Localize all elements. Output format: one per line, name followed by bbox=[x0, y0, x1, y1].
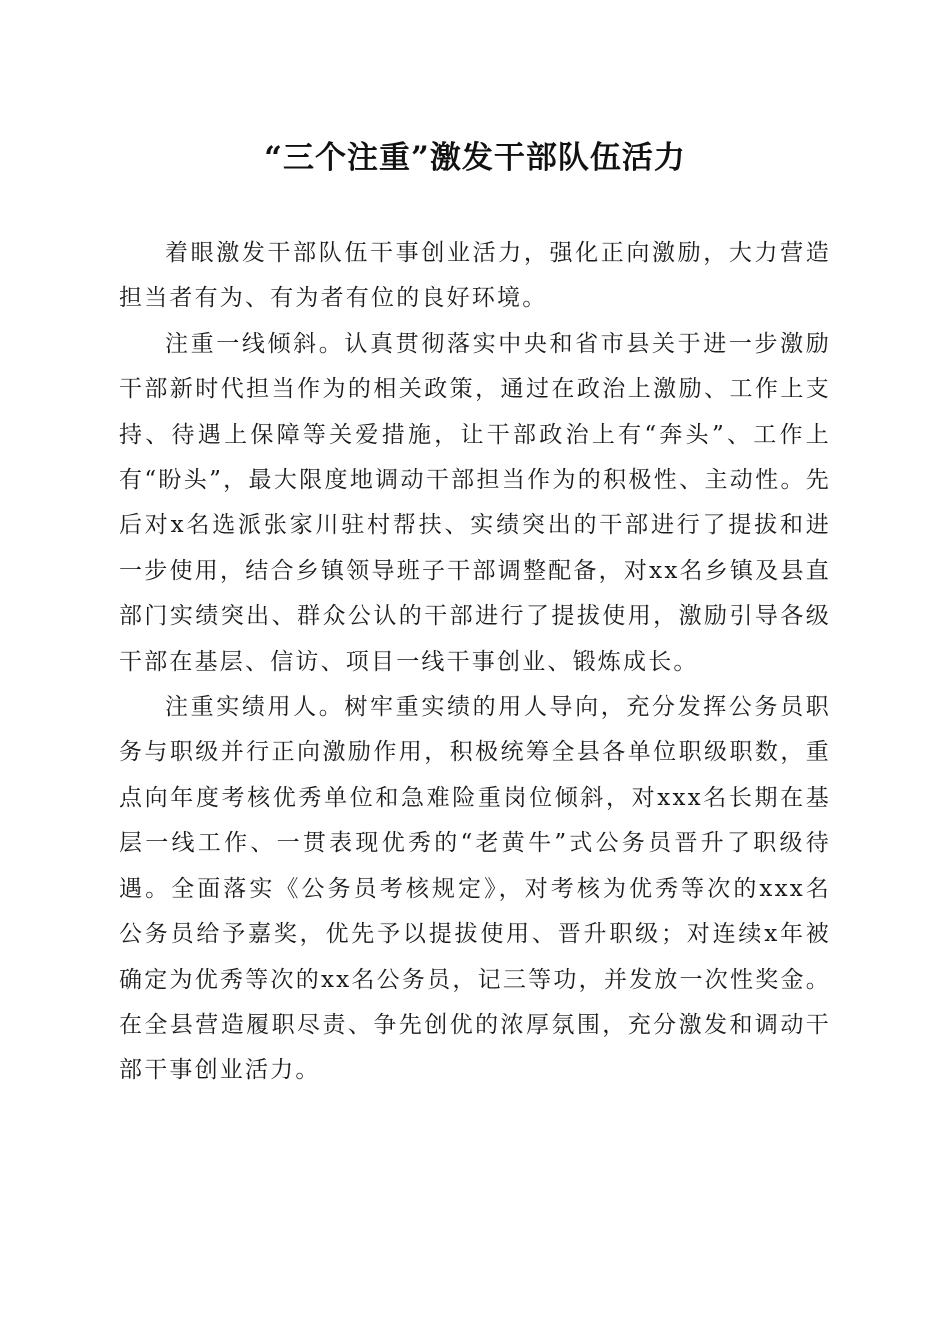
page-title: “三个注重”激发干部队伍活力 bbox=[264, 140, 686, 176]
paragraph-intro: 着眼激发干部队伍干事创业活力，强化正向激励，大力营造担当者有为、有为者有位的良好环境。 bbox=[119, 240, 831, 312]
document-body bbox=[119, 231, 831, 1094]
paragraph-performance: 注重实绩用人。树牢重实绩的用人导向，充分发挥公务员职务与职级并行正向激励作用，积极统筹全县各单位职级职数，重点向年度考核优秀单位和急难险重岗位倾斜，对xxx名长期在基层一线工作、一贯表现优秀的“老黄牛”式公务员晋升了职级待遇。全面落实《公务员考核规定》，对考核为优秀等次的xxx名公务员给予嘉奖，优先予以提拔使用、晋升职级；对连续x年被确定为优秀等次的xx名公务员，记三等功，并发放一次性奖金。在全县营造履职尽责、争先创优的浓厚氛围，充分激发和调动干部干事创业活力。 bbox=[119, 694, 831, 1084]
paragraph-frontline: 注重一线倾斜。认真贯彻落实中央和省市县关于进一步激励干部新时代担当作为的相关政策，通过在政治上激励、工作上支持、待遇上保障等关爱措施，让干部政治上有“奔头”、工作上有“盼头”，最大限度地调动干部担当作为的积极性、主动性。先后对x名选派张家川驻村帮扶、实绩突出的干部进行了提拔和进一步使用，结合乡镇领导班子干部调整配备，对xx名乡镇及县直部门实绩突出、群众公认的干部进行了提拔使用，激励引导各级干部在基层、信访、项目一线干事创业、锻炼成长。 bbox=[119, 330, 831, 675]
